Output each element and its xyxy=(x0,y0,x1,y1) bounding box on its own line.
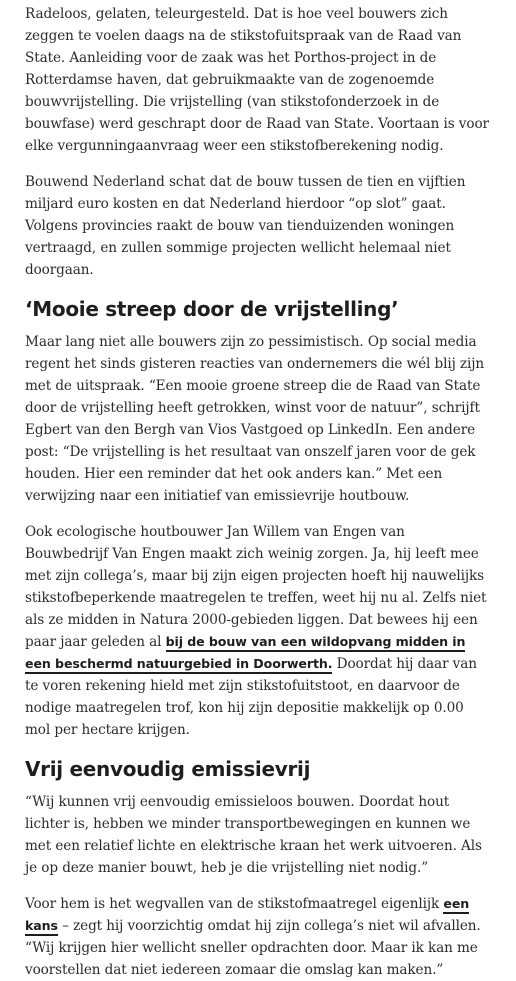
paragraph-bouwend-nederland: Bouwend Nederland schat dat de bouw tussen de tien en vijftien miljard euro kosten en dat Nederland hierdoor “op slot” gaat. Volgens provincies raakt de bouw van tienduizenden woningen vertraagd, en zullen sommige projecten wellicht helemaal niet doorgaan. xyxy=(25,174,466,278)
paragraph-van-engen xyxy=(25,521,491,741)
paragraph-text: – zegt hij voorzichtig omdat hij zijn collega’s niet wil afvallen. “Wij krijgen hier wellicht sneller opdrachten door. Maar ik kan me voorstellen dat niet iedereen zomaar die omslag kan maken.” xyxy=(25,918,481,978)
subheading-mooie-streep: ‘Mooie streep door de vrijstelling’ xyxy=(25,297,399,321)
paragraph-quote: “Wij kunnen vrij eenvoudig emissieloos bouwen. Doordat hout lichter is, hebben we minder transportbewegingen en kunnen we met een relatief lichte en elektrische kraan het werk uitvoeren. Als je op deze manier bouwt, heb je die vrijstelling niet nodig.” xyxy=(25,794,482,876)
paragraph-intro: Radeloos, gelaten, teleurgesteld. Dat is hoe veel bouwers zich zeggen te voelen daags na de stikstofuitspraak van de Raad van State. Aanleiding voor de zaak was het Porthos-project in de Rotterdamse haven, dat gebruikmaakte van de zogenoemde bouwvrijstelling. Die vrijstelling (van stikstofonderzoek in de bouwfase) werd geschrapt door de Raad van State. Voortaan is voor elke vergunningaanvraag weer een stikstofberekening nodig. xyxy=(25,6,489,154)
subheading-emissievrij: Vrij eenvoudig emissievrij xyxy=(25,757,311,781)
paragraph-text: Voor hem is het wegvallen van de stikstofmaatregel eigenlijk xyxy=(25,896,444,912)
paragraph-social-media: Maar lang niet alle bouwers zijn zo pessimistisch. Op social media regent het sinds gisteren reacties van ondernemers die wél blij zijn met de uitspraak. “Een mooie groene streep die de Raad van State door de vrijstelling heeft getrokken, winst voor de natuur”, schrijft Egbert van den Bergh van Vios Vastgoed op LinkedIn. Een andere post: “De vrijstelling is het resultaat van onszelf jaren voor de gek houden. Hier een reminder dat het ook anders kan.” Met een verwijzing naar een initiatief van emissievrije houtbouw. xyxy=(25,334,485,504)
paragraph-een-kans xyxy=(25,893,491,981)
link-wildopvang-doorwerth[interactable]: bij de bouw van een wildopvang midden in een beschermd natuurgebied in Doorwerth. xyxy=(25,634,465,674)
link-een-kans[interactable]: een kans xyxy=(25,896,469,936)
paragraph-text: Ook ecologische houtbouwer Jan Willem van Engen van Bouwbedrijf Van Engen maakt zich weinig zorgen. Ja, hij leeft mee met zijn collega’s, maar bij zijn eigen projecten hoeft hij nauwelijks stikstofbeperkende maatregelen te treffen, weet hij nu al. Zelfs niet als ze midden in Natura 2000-gebieden liggen. Dat bewees hij een paar jaar geleden al xyxy=(25,524,487,650)
paragraph-text: Doordat hij daar van te voren rekening hield met zijn stikstofuitstoot, en daarvoor de nodige maatregelen trof, kon hij zijn depositie makkelijk op 0.00 mol per hectare krijgen. xyxy=(25,656,477,738)
